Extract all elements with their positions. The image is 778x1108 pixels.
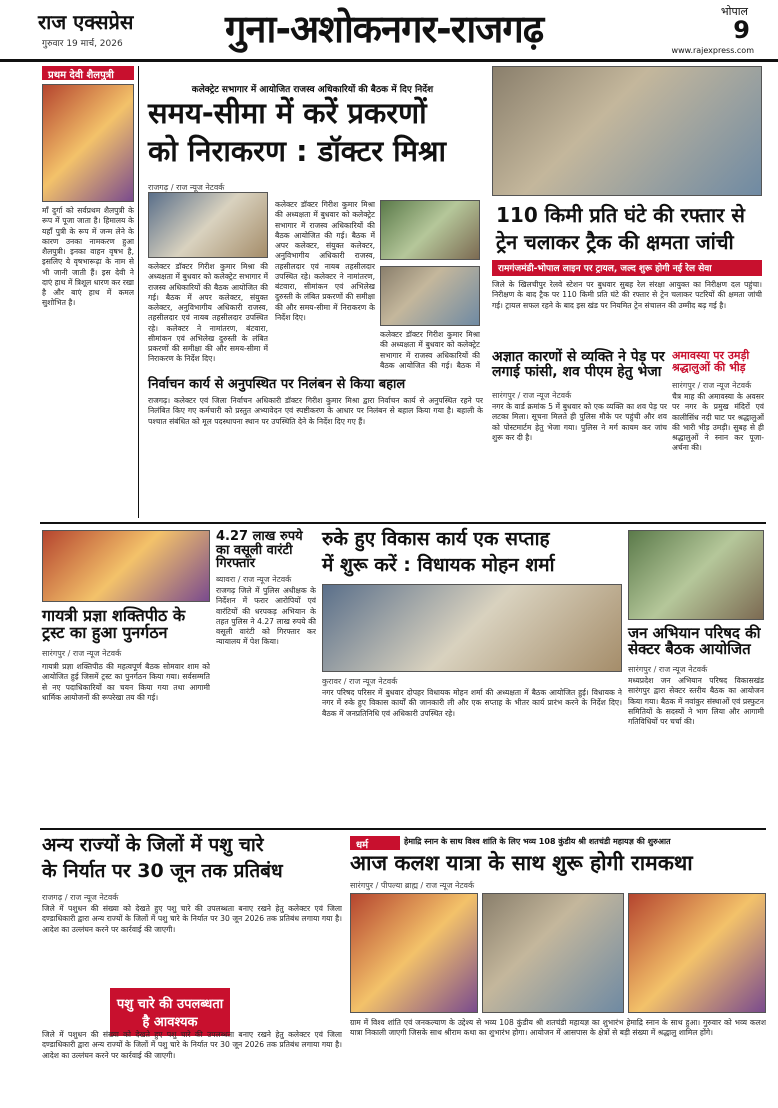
fodder-headline-2: के निर्यात पर 30 जून तक प्रतिबंध: [42, 860, 283, 882]
ramkatha-category: धर्म: [350, 836, 400, 850]
ramkatha-kicker: हेमाद्रि स्नान के साथ विश्व शांति के लिए भव्य 108 कुंडीय श्री शतचंडी महायज्ञ की शुरुआत: [404, 837, 671, 846]
ramkatha-body: ग्राम में विश्व शांति एवं जनकल्याण के उद्देश्य से भव्य 108 कुंडीय श्री शतचंडी महायज्ञ का शुभारंभ हेमाद्रि स्नान के साथ हुआ। गुरुवार को भव्य कलश यात्रा निकाली जाएगी जिसके साथ श्रीराम कथा का शुभारंभ होगा। आयोजन में आसपास के क्षेत्रों से बड़ी संख्या में श्रद्धालु शामिल होंगे।: [350, 1018, 766, 1038]
warrant-byline: ब्यावरा / राज न्यूज नेटवर्क: [216, 575, 292, 584]
paper-date: गुरुवार 19 मार्च, 2026: [42, 39, 123, 49]
fodder-body: जिले में पशुधन की संख्या को देखते हुए पशु चारे की उपलब्धता बनाए रखने हेतु कलेक्टर एवं जिला दण्डाधिकारी द्वारा अन्य राज्यों के जिलों में पशु चारे के निर्यात पर 30 जून 2026 तक प्रतिबंध लगाया गया है। आदेश का उल्लंघन करने पर कार्रवाई की जाएगी।: [42, 904, 342, 934]
lead-kicker: कलेक्ट्रेट सभागार में आयोजित राजस्व अधिकारियों की बैठक में दिए निर्देश: [191, 85, 434, 95]
jan-abhiyan-photo: [628, 530, 764, 620]
sidebar-header: प्रथम देवी शैलपुत्री: [42, 66, 134, 80]
lead-headline-1: समय-सीमा में करें प्रकरणों: [148, 96, 427, 130]
lead-photo: [148, 192, 268, 258]
lead-body-col1: कलेक्टर डॉक्टर गिरीश कुमार मिश्रा की अध्यक्षता में बुधवार को कलेक्ट्रेट सभागार में राजस्व अधिकारियों की बैठक आयोजित की गई। बैठक में अपर कलेक्टर, संयुक्त कलेक्टर, अनुविभागीय अधिकारी राजस्व, तहसीलदार एवं नायब तहसीलदार उपस्थित रहे। कलेक्टर ने नामांतरण, बंटवारा, सीमांकन एवं अभिलेख दुरुस्ती के लंबित प्रकरणों की समीक्षा की और समय-सीमा में निराकरण के निर्देश दिए।: [148, 262, 268, 364]
tree-byline: सारंगपुर / राज न्यूज नेटवर्क: [492, 391, 572, 400]
paper-name: राज एक्सप्रेस: [38, 10, 134, 34]
ramkatha-headline: आज कलश यात्रा के साथ शुरू होगी रामकथा: [350, 851, 693, 875]
ramkatha-photo-1: [350, 893, 478, 1013]
train-headline-1: 110 किमी प्रति घंटे की रफ्तार से: [496, 203, 745, 227]
goddess-image: [42, 84, 134, 202]
tree-body: नगर के वार्ड क्रमांक 5 में बुधवार को एक व्यक्ति का शव पेड़ पर लटका मिला। सूचना मिलते ही पुलिस मौके पर पहुंची और शव को पोस्टमार्टम हेतु भेजा गया। पुलिस ने मर्ग कायम कर जांच शुरू कर दी है।: [492, 402, 667, 442]
section-divider-2: [40, 828, 766, 830]
ramkatha-photo-3: [628, 893, 766, 1013]
gayatri-body: गायत्री प्रज्ञा शक्तिपीठ की महत्वपूर्ण बैठक सोमवार शाम को आयोजित हुई जिसमें ट्रस्ट का पुनर्गठन किया गया। सर्वसम्मति से नए पदाधिकारियों का चयन किया गया तथा आगामी धार्मिक आयोजनों की रूपरेखा तय की गई।: [42, 662, 210, 702]
gayatri-photo: [42, 530, 210, 602]
warrant-body: राजगढ़ जिले में पुलिस अधीक्षक के निर्देशन में फरार आरोपियों एवं वारंटियों की धरपकड़ अभियान के तहत पुलिस ने 4.27 लाख रुपये की वसूली वारंटी को गिरफ्तार कर न्यायालय में पेश किया।: [216, 586, 316, 647]
column-divider: [138, 66, 139, 518]
fodder-byline: राजगढ़ / राज न्यूज नेटवर्क: [42, 893, 119, 902]
meeting-photo: [380, 200, 480, 260]
sidebar-text: माँ दुर्गा को सर्वप्रथम शैलपुत्री के रूप में पूजा जाता है। हिमालय के यहाँ पुत्री के रूप में जन्म लेने के कारण उनका नामकरण हुआ शैलपुत्री। इनका वाहन वृषभ है, इसलिए ये वृषभारूढ़ा के नाम से भी जानी जाती हैं। इस देवी ने दाएं हाथ में त्रिशूल धारण कर रखा है और बाएं हाथ में कमल सुशोभित है।: [42, 206, 134, 308]
train-photo: [492, 66, 762, 196]
fodder-body-2: जिले में पशुधन की संख्या को देखते हुए पशु चारे की उपलब्धता बनाए रखने हेतु कलेक्टर एवं जिला दण्डाधिकारी द्वारा अन्य राज्यों के जिलों में पशु चारे के निर्यात पर 30 जून 2026 तक प्रतिबंध लगाया गया है। आदेश का उल्लंघन करने पर कार्रवाई की जाएगी।: [42, 1030, 342, 1060]
lead-body-col2: कलेक्टर डॉक्टर गिरीश कुमार मिश्रा की अध्यक्षता में बुधवार को कलेक्ट्रेट सभागार में राजस्व अधिकारियों की बैठक आयोजित की गई। बैठक में अपर कलेक्टर, संयुक्त कलेक्टर, अनुविभागीय अधिकारी राजस्व, तहसीलदार एवं नायब तहसीलदार उपस्थित रहे। कलेक्टर ने नामांतरण, बंटवारा, सीमांकन एवं अभिलेख दुरुस्ती के लंबित प्रकरणों की समीक्षा की और समय-सीमा में निराकरण के निर्देश दिए।: [275, 200, 375, 322]
warrant-headline: 4.27 लाख रुपये का वसूली वारंटी गिरफ्तार: [216, 529, 303, 572]
gayatri-headline: गायत्री प्रज्ञा शक्तिपीठ के ट्रस्ट का हुआ पुनर्गठन: [42, 606, 186, 642]
dev-headline-1: रुके हुए विकास कार्य एक सप्ताह: [322, 528, 550, 550]
amavasya-headline: अमावस्या पर उमड़ी श्रद्धालुओं की भीड़: [672, 349, 750, 374]
dev-photo: [322, 584, 622, 672]
fodder-box: पशु चारे की उपलब्धता है आवश्यक: [110, 988, 230, 1036]
dev-body: नगर परिषद परिसर में बुधवार दोपहर विधायक मोहन शर्मा की अध्यक्षता में बैठक आयोजित हुई। विधायक ने नगर में रुके हुए विकास कार्यों की जानकारी ली और एक सप्ताह के भीतर कार्य प्रारंभ करने के निर्देश दिए। बैठक में जनप्रतिनिधि एवं अधिकारी उपस्थित रहे।: [322, 688, 622, 718]
jan-abhiyan-byline: सारंगपुर / राज न्यूज नेटवर्क: [628, 665, 708, 674]
section-title: गुना-अशोकनगर-राजगढ़: [225, 7, 544, 51]
lead-headline-2: को निराकरण : डॉक्टर मिश्रा: [148, 134, 447, 168]
meeting-photo-2: [380, 266, 480, 326]
dev-headline-2: में शुरू करें : विधायक मोहन शर्मा: [322, 554, 555, 576]
website: www.rajexpress.com: [671, 46, 754, 55]
tree-headline: अज्ञात कारणों से व्यक्ति ने पेड़ पर लगाई फांसी, शव पीएम हेतु भेजा: [492, 349, 665, 380]
suspension-headline: निर्वाचन कार्य से अनुपस्थित पर निलंबन से किया बहाल: [148, 377, 406, 392]
ramkatha-photo-2: [482, 893, 624, 1013]
fodder-headline-1: अन्य राज्यों के जिलों में पशु चारे: [42, 834, 264, 856]
lead-body-col3: कलेक्टर डॉक्टर गिरीश कुमार मिश्रा की अध्यक्षता में बुधवार को कलेक्ट्रेट सभागार में राजस्व अधिकारियों की बैठक आयोजित की गई। बैठक में: [380, 330, 480, 370]
gayatri-byline: सारंगपुर / राज न्यूज नेटवर्क: [42, 649, 122, 658]
dev-byline: कुरावर / राज न्यूज नेटवर्क: [322, 677, 398, 686]
train-body: जिले के खिलचीपुर रेलवे स्टेशन पर बुधवार सुबह रेल संरक्षा आयुक्त का निरीक्षण दल पहुंचा। निरीक्षण के बाद ट्रैक पर 110 किमी प्रति घंटे की रफ्तार से ट्रेन चलाकर पटरियों की क्षमता जांची गई। ट्रायल सफल रहने के बाद इस खंड पर नियमित ट्रेन संचालन की उम्मीद बढ़ गई है।: [492, 280, 762, 310]
jan-abhiyan-headline: जन अभियान परिषद की सेक्टर बैठक आयोजित: [628, 624, 761, 658]
amavasya-body: चैत्र माह की अमावस्या के अवसर पर नगर के प्रमुख मंदिरों एवं कालीसिंध नदी घाट पर श्रद्धालुओं की भारी भीड़ उमड़ी। सुबह से ही श्रद्धालुओं ने स्नान कर पूजा-अर्चना की।: [672, 392, 764, 453]
section-divider: [40, 522, 766, 524]
masthead: [0, 0, 778, 62]
page-number: 9: [733, 16, 750, 44]
edition-city: भोपाल: [720, 5, 748, 18]
train-headline-2: ट्रेन चलाकर ट्रैक की क्षमता जांची: [496, 230, 734, 254]
lead-byline: राजगढ़ / राज न्यूज नेटवर्क: [148, 183, 225, 192]
ramkatha-byline: सारंगपुर / पीपल्या ब्राह्म / राज न्यूज नेटवर्क: [350, 881, 475, 890]
suspension-body: राजगढ़। कलेक्टर एवं जिला निर्वाचन अधिकारी डॉक्टर गिरीश कुमार मिश्रा द्वारा निर्वाचन कार्य से अनुपस्थित रहने पर निलंबित किए गए कर्मचारी को प्रस्तुत अभ्यावेदन एवं स्पष्टीकरण के आधार पर निलंबन से बहाल किया गया है। बहाली के पश्चात संबंधित को मूल पदस्थापना स्थान पर उपस्थिति देने के निर्देश दिए गए हैं।: [148, 396, 483, 426]
train-subband: रामगंजमंडी-भोपाल लाइन पर ट्रायल, जल्द शुरू होगी नई रेल सेवा: [492, 260, 762, 276]
amavasya-byline: सारंगपुर / राज न्यूज नेटवर्क: [672, 381, 752, 390]
jan-abhiyan-body: मध्यप्रदेश जन अभियान परिषद विकासखंड सारंगपुर द्वारा सेक्टर स्तरीय बैठक का आयोजन किया गया। बैठक में नवांकुर संस्थाओं एवं प्रस्फुटन समितियों के सदस्यों ने भाग लिया और आगामी गतिविधियों पर चर्चा की।: [628, 676, 764, 726]
